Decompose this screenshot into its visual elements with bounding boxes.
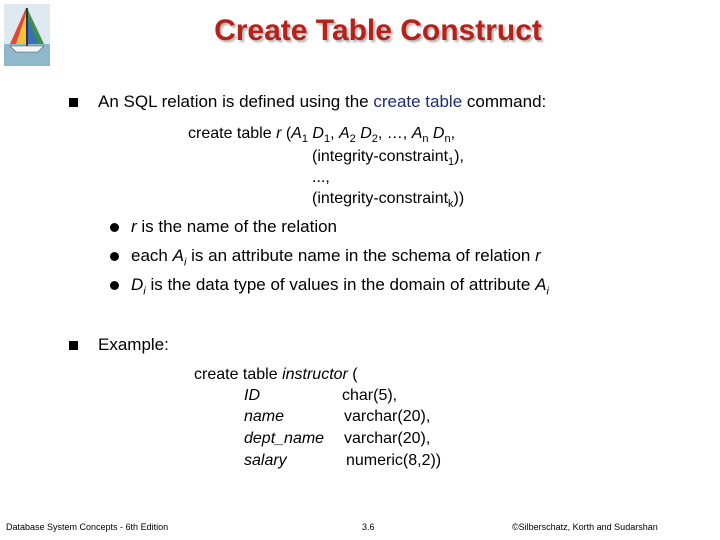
syntax-line-3: ...,	[312, 169, 330, 186]
column-args: (20),	[397, 430, 431, 447]
syntax-text: (integrity-constraint	[312, 190, 449, 207]
example-text: create table	[194, 366, 283, 383]
sub-bullet-sub: i	[143, 285, 146, 298]
example-col-type	[342, 385, 397, 406]
syntax-line-2	[312, 146, 464, 167]
column-type: char	[342, 387, 374, 404]
syntax-text: ),	[454, 148, 464, 165]
syntax-sub: n	[444, 133, 451, 146]
syntax-line-1	[188, 123, 455, 144]
column-name: dept_name	[244, 430, 325, 447]
bullet-sql-relation	[98, 92, 546, 112]
example-col-name	[244, 428, 324, 449]
sub-bullet-ai	[131, 246, 541, 269]
sub-bullet-var: D	[131, 275, 144, 294]
syntax-sub: n	[422, 133, 429, 146]
sub-bullet-text: is the name of the relation	[136, 217, 338, 236]
syntax-var: A	[338, 125, 350, 142]
sub-bullet-sub: i	[183, 256, 187, 269]
sub-bullet-di	[131, 275, 549, 298]
syntax-text: ))	[453, 190, 465, 207]
syntax-text: create table	[188, 125, 277, 142]
syntax-sub: 2	[349, 133, 356, 146]
syntax-var: D	[355, 125, 372, 142]
create-table-keyword: create table	[373, 92, 463, 111]
example-col-name	[244, 406, 284, 427]
footer-left: Database System Concepts - 6th Edition	[6, 522, 169, 532]
footer-page-number: 3.6	[362, 522, 375, 532]
syntax-text: ,	[450, 125, 456, 142]
example-col-type	[344, 428, 430, 449]
sub-bullet-text: is the data type of values in the domain of attribute	[145, 275, 536, 294]
square-bullet-icon	[69, 341, 78, 350]
round-bullet-icon	[110, 252, 119, 261]
sub-bullet-var: A	[535, 275, 547, 294]
syntax-sub: 1	[323, 133, 331, 146]
example-text: (	[347, 366, 358, 383]
column-args: (5),	[373, 387, 398, 404]
syntax-sub: 1	[448, 156, 455, 169]
syntax-var: A	[411, 125, 423, 142]
square-bullet-icon	[69, 98, 78, 107]
column-type: varchar	[344, 430, 398, 447]
bullet-text: command:	[462, 92, 547, 111]
sub-bullet-sub: i	[546, 285, 549, 298]
example-line-1	[194, 364, 358, 385]
column-name: name	[244, 408, 285, 425]
column-type: numeric	[346, 452, 403, 469]
syntax-line-4	[312, 188, 464, 209]
sub-bullet-var: r	[131, 217, 137, 236]
syntax-var: r	[276, 125, 282, 142]
slide-title: Create Table Construct	[214, 14, 542, 47]
sub-bullet-var: A	[172, 246, 184, 265]
syntax-text: (	[281, 125, 292, 142]
sub-bullet-r	[131, 217, 337, 237]
bullet-text: An SQL relation is defined using the	[98, 92, 374, 111]
column-args: (8,2))	[402, 452, 442, 469]
example-col-name	[244, 385, 260, 406]
round-bullet-icon	[110, 281, 119, 290]
sub-bullet-var: r	[535, 246, 541, 265]
syntax-var: D	[428, 125, 445, 142]
syntax-text: , …,	[377, 125, 412, 142]
footer-right: ©Silberschatz, Korth and Sudarshan	[512, 522, 658, 532]
example-col-name	[244, 450, 287, 471]
bullet-example: Example:	[98, 335, 169, 354]
sub-bullet-text: each	[131, 246, 173, 265]
syntax-text: (integrity-constraint	[312, 148, 449, 165]
syntax-text: ,	[330, 125, 339, 142]
column-name: ID	[244, 387, 260, 404]
column-name: salary	[244, 452, 287, 469]
column-type: varchar	[344, 408, 398, 425]
example-table-name: instructor	[282, 366, 348, 383]
sub-bullet-text: is an attribute name in the schema of relation	[186, 246, 536, 265]
syntax-sub: 1	[301, 133, 308, 146]
column-args: (20),	[397, 408, 431, 425]
example-col-type	[346, 450, 441, 471]
example-col-type	[344, 406, 430, 427]
syntax-sub: k	[448, 198, 454, 211]
syntax-var: D	[307, 125, 324, 142]
syntax-var: A	[291, 125, 302, 142]
round-bullet-icon	[110, 223, 119, 232]
syntax-sub: 2	[371, 133, 378, 146]
